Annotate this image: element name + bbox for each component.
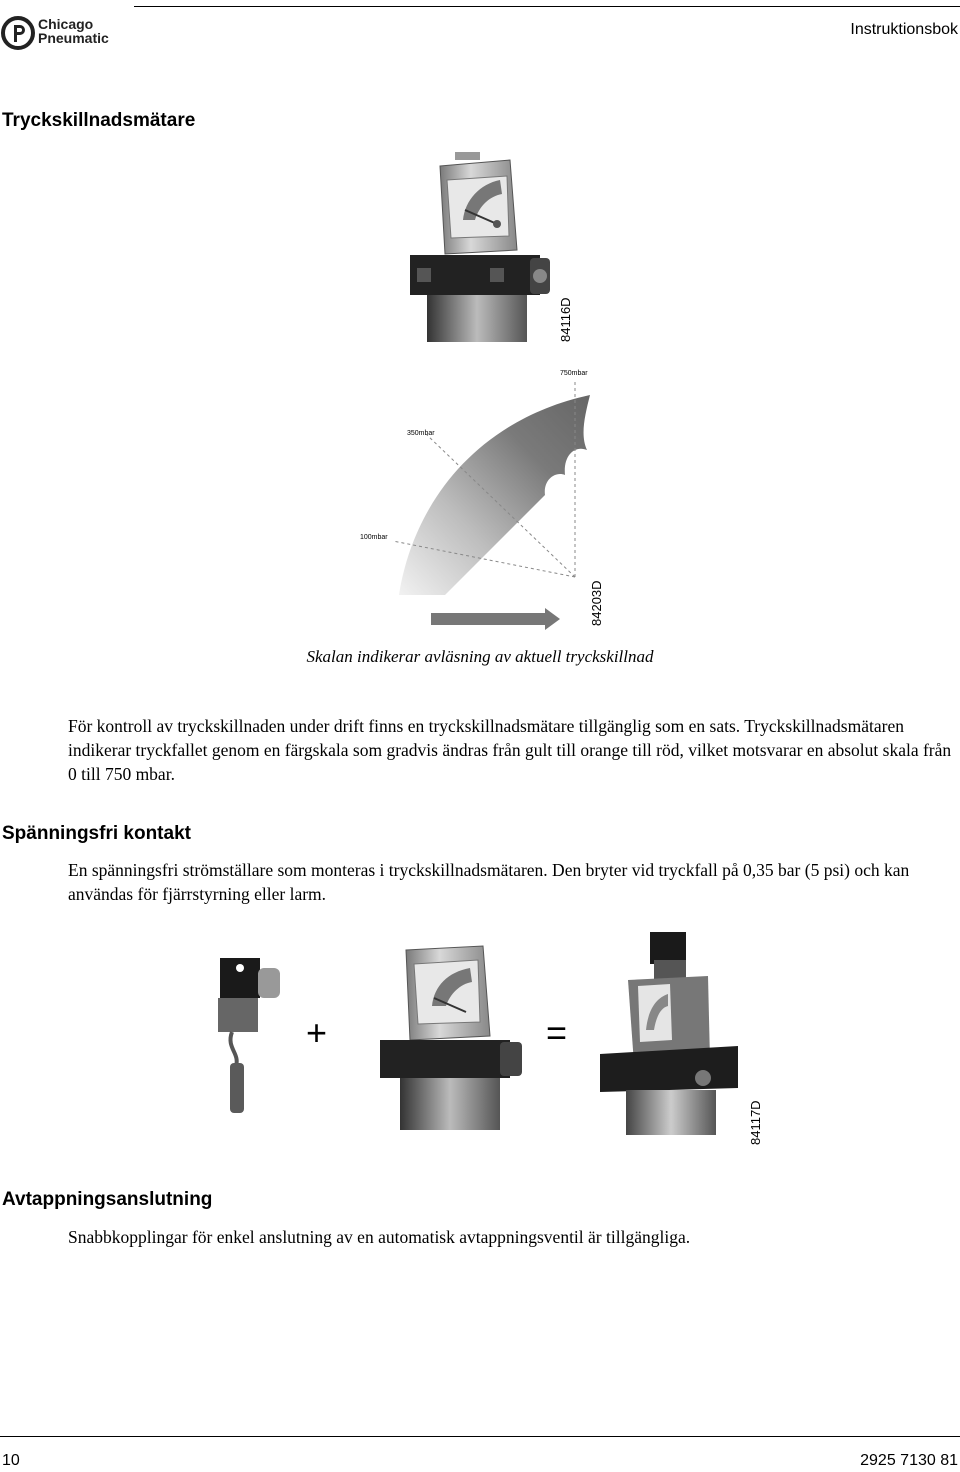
footer-rule	[0, 1436, 960, 1437]
logo-text-line1: Chicago	[38, 16, 94, 32]
scale-label-350: 350mbar	[407, 430, 435, 437]
page-number: 10	[2, 1452, 20, 1469]
section-heading-gauge: Tryckskillnadsmätare	[2, 110, 196, 131]
figure-code-84116D: 84116D	[558, 297, 573, 342]
gauge-product-illustration	[405, 150, 565, 342]
contact-switch-figure	[210, 948, 290, 1118]
equals-sign: =	[546, 1012, 568, 1053]
scale-label-100: 100mbar	[360, 534, 388, 541]
chicago-pneumatic-logo-icon	[1, 16, 35, 50]
logo-text-line2: Pneumatic	[38, 30, 109, 46]
assembled-figure	[598, 930, 743, 1135]
header-rule	[134, 6, 960, 7]
gauge-product-illustration-small	[378, 940, 528, 1130]
document-number: 2925 7130 81	[860, 1452, 958, 1469]
document-title: Instruktionsbok	[850, 21, 958, 38]
scale-label-750: 750mbar	[560, 370, 588, 377]
gauge-figure-small	[378, 940, 528, 1130]
assembled-gauge-illustration	[598, 930, 743, 1135]
section-heading-contact: Spänningsfri kontakt	[2, 823, 191, 844]
drain-paragraph: Snabbkopplingar för enkel anslutning av en automatisk avtappningsventil är tillgängliga.	[68, 1227, 691, 1247]
logo	[0, 14, 120, 52]
gauge-figure	[405, 150, 565, 342]
figure-caption: Skalan indikerar avläsning av aktuell tryckskillnad	[306, 647, 654, 666]
switch-illustration	[210, 948, 290, 1118]
figure-code-84117D: 84117D	[748, 1100, 763, 1145]
section-heading-drain: Avtappningsanslutning	[2, 1189, 213, 1210]
pressure-scale-illustration	[355, 365, 605, 635]
contact-paragraph: En spänningsfri strömställare som monteras i tryckskillnadsmätaren. Den bryter vid tryckfall på 0,35 bar (5 psi) och kan användas för fjärrstyrning eller larm.	[68, 860, 910, 904]
plus-sign: +	[306, 1012, 328, 1053]
gauge-paragraph: För kontroll av tryckskillnaden under drift finns en tryckskillnadsmätare tillgänglig som en sats. Tryckskillnadsmätaren indikerar tryckfallet genom en färgskala som gradvis ändras från gult till orange till röd, vilket motsvarar en absolut skala från 0 till 750 mbar.	[68, 716, 952, 784]
figure-code-84203D: 84203D	[589, 580, 604, 626]
scale-figure	[355, 365, 605, 635]
